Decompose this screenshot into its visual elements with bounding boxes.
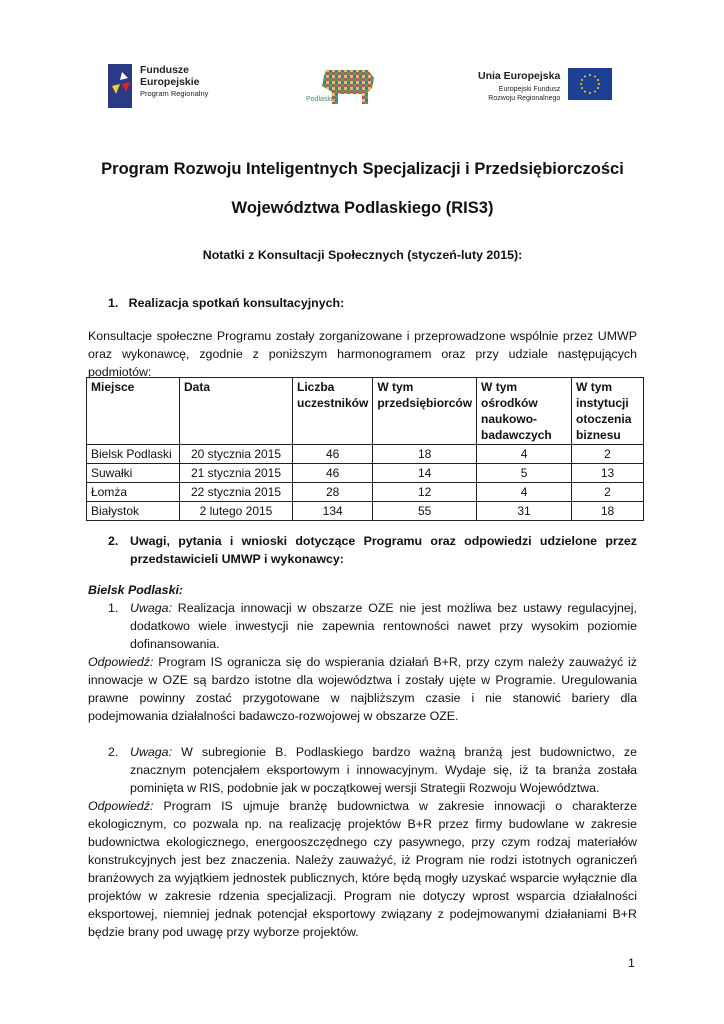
table-cell: 13 [572, 464, 644, 483]
table-header-row [87, 378, 644, 445]
remark-text: Realizacja innowacji w obszarze OZE nie jest możliwa bez ustawy regulacyjnej, dodatkowo wiele inwestycji nie zapewnia rentowności nawet przy wysokim poziomie dofinansowania. [130, 601, 637, 651]
document-title: Program Rozwoju Inteligentnych Specjalizacji i Przedsiębiorczości [101, 160, 624, 178]
answer-label: Odpowiedź: [88, 799, 154, 813]
table-cell: 18 [373, 445, 477, 464]
logo-text: Podlaskie [306, 96, 337, 103]
fundusze-europejskie-logo [108, 64, 208, 108]
column-header: Data [180, 378, 293, 445]
table-cell: 20 stycznia 2015 [180, 445, 293, 464]
section-heading-text: Realizacja spotkań konsultacyjnych: [128, 296, 345, 310]
column-header: W tym instytucji otoczenia biznesu [572, 378, 644, 445]
logo-bar [108, 58, 638, 113]
remark-text: W subregionie B. Podlaskiego bardzo ważną branżą jest budownictwo, ze znacznym potencjałem eksportowym i innowacyjnym. Wydaje się, iż ta branża została pominięta w RIS, podobnie jak w początkowej wersji Strategii Rozwoju Województwa. [130, 745, 637, 795]
section-heading-text: Uwagi, pytania i wnioski dotyczące Programu oraz odpowiedzi udzielone przez przedstawicieli UMWP i wykonawcy: [130, 534, 637, 566]
column-header: W tym przedsiębiorców [373, 378, 477, 445]
table-row [87, 483, 644, 502]
column-header: Miejsce [87, 378, 180, 445]
table-cell: Białystok [87, 502, 180, 521]
table-cell: 18 [572, 502, 644, 521]
logo-text: Unia Europejska [478, 70, 561, 82]
podlaskie-logo [308, 66, 380, 108]
eu-flag-icon [568, 68, 612, 100]
logo-text: Fundusze [140, 64, 189, 76]
table-cell: 4 [477, 483, 572, 502]
table-cell: 2 [572, 483, 644, 502]
section-number: 2. [108, 534, 119, 548]
table-cell: 46 [293, 464, 373, 483]
table-cell: 12 [373, 483, 477, 502]
table-cell: 4 [477, 445, 572, 464]
table-cell: Łomża [87, 483, 180, 502]
table-cell: 21 stycznia 2015 [180, 464, 293, 483]
remark-item [108, 599, 637, 653]
table-cell: 55 [373, 502, 477, 521]
subsection-heading: Bielsk Podlaski: [88, 583, 184, 597]
fe-flag-icon [108, 64, 132, 108]
table-cell: 22 stycznia 2015 [180, 483, 293, 502]
table-cell: 5 [477, 464, 572, 483]
table-cell: Suwałki [87, 464, 180, 483]
table-cell: 46 [293, 445, 373, 464]
logo-text: Europejskie [140, 76, 200, 88]
section-1-text: Konsultacje społeczne Programu zostały zorganizowane i przeprowadzone wspólnie przez UMWP oraz wykonawcę, zgodnie z poniższym harmonogramem oraz przy udziale następujących podmiotów: [88, 329, 637, 379]
remark-item [108, 743, 637, 797]
subtitle: Notatki z Konsultacji Społecznych (styczeń-luty 2015): [202, 248, 523, 262]
table-cell: Bielsk Podlaski [87, 445, 180, 464]
logo-text: Rozwoju Regionalnego [488, 95, 561, 102]
bielsk-section [88, 581, 637, 941]
consultation-table [86, 377, 644, 521]
table-cell: 2 lutego 2015 [180, 502, 293, 521]
table-row [87, 445, 644, 464]
table-cell: 28 [293, 483, 373, 502]
logo-text: Europejski Fundusz [498, 86, 561, 93]
document-title-line2: Województwa Podlaskiego (RIS3) [231, 199, 494, 217]
answer-text: Program IS ogranicza się do wspierania działań B+R, przy czym należy zauważyć iż innowacje w OZE są bardzo istotne dla województwa i zostały ujęte w Programie. Uregulowania prawne powinny zostać przygotowane w najbliższym czasie i nie stanowić bariery dla podejmowania działalności badawczo-rozwojowej w obszarze OZE. [88, 655, 637, 723]
column-header: W tym ośrodków naukowo-badawczych [477, 378, 572, 445]
table-cell: 14 [373, 464, 477, 483]
remark-label: Uwaga: [130, 745, 173, 759]
ue-logo-text [478, 70, 560, 103]
answer [88, 653, 637, 725]
section-2-heading [108, 532, 637, 568]
table-cell: 31 [477, 502, 572, 521]
table-row [87, 502, 644, 521]
logo-text: Program Regionalny [140, 89, 209, 98]
table-row [87, 464, 644, 483]
table-cell: 2 [572, 445, 644, 464]
column-header: Liczba uczestników [293, 378, 373, 445]
item-number: 1. [108, 601, 119, 615]
table-cell: 134 [293, 502, 373, 521]
item-number: 2. [108, 745, 119, 759]
answer-text: Program IS ujmuje branżę budownictwa w zakresie innowacji o charakterze ekologicznym, co pozwala np. na realizację projektów B+R przez firmy budowlane w zakresie budownictwa ekologicznego, energooszczędnego czy pasywnego, przy czym rodzaj materiałów konstrukcyjnych jest bez znaczenia. Należy zauważyć, iż Program nie rodzi istotnych ograniczeń branżowych za wyjątkiem jednostek publicznych, które będą mogły uzyskać wsparcie wyłącznie dla projektów w zakresie rdzenia specjalizacji. Program nie dotyczy wprost wsparcia działalności eksportowej, niemniej jednak potencjał eksportowy związany z podejmowanymi działaniami B+R będzie brany pod uwagę przy wyborze projektów. [88, 799, 637, 939]
section-1-heading [108, 296, 344, 310]
remark-label: Uwaga: [130, 601, 173, 615]
answer-label: Odpowiedź: [88, 655, 154, 669]
section-number: 1. [108, 296, 119, 310]
answer [88, 797, 637, 941]
page-number: 1 [628, 956, 635, 970]
